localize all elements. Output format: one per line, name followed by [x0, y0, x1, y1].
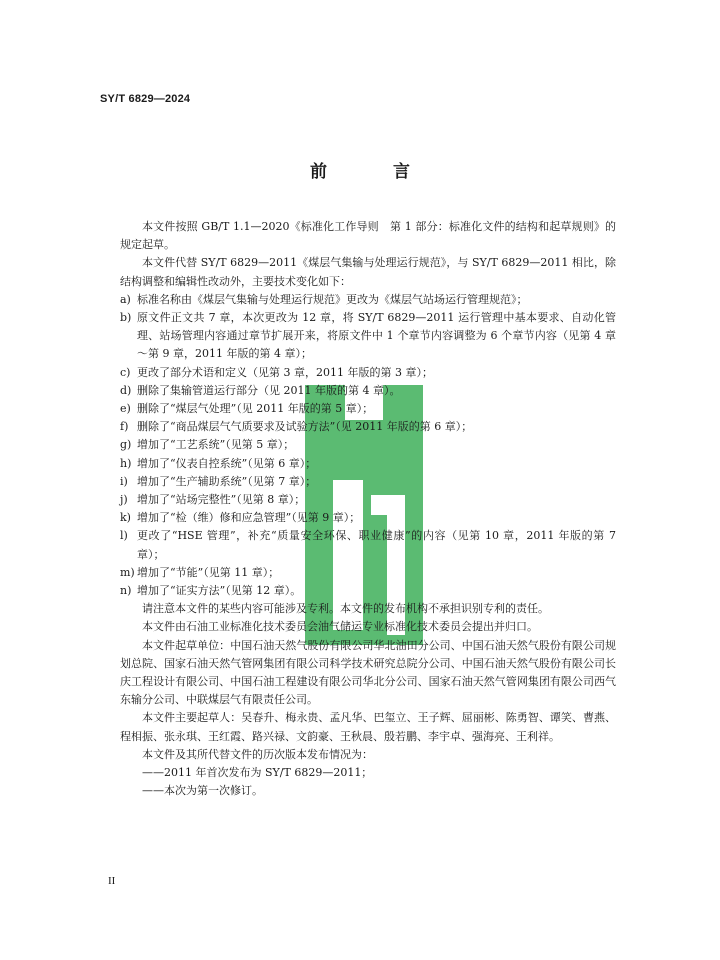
list-item [120, 436, 616, 454]
list-item-text: 增加了“检（维）修和应急管理”（见第 9 章）； [137, 511, 361, 525]
page-title: 前 言 [310, 162, 440, 182]
list-item [120, 382, 616, 400]
list-item-text: 增加了“节能”（见第 11 章）； [137, 565, 280, 579]
list-item-text: 增加了“证实方法”（见第 12 章）。 [137, 584, 302, 598]
paragraph: ——2011 年首次发布为 SY/T 6829—2011； [142, 766, 373, 780]
list-item-text: 删除了集输管道运行部分（见 2011 年版的第 4 章）。 [137, 383, 401, 397]
list-item-text: 增加了“站场完整性”（见第 8 章）； [137, 493, 306, 507]
list-item-label: b) [120, 311, 132, 325]
foreword-body [120, 218, 616, 801]
list-item-label: d) [120, 383, 132, 397]
list-item [120, 473, 616, 491]
list-item-text: 原文件正文共 7 章，本次更改为 12 章，将 SY/T 6829—2011 运行管理中基本要求、自动化管理、站场管理内容通过章节扩展开来，将原文件中 1 个章节内容调整为 6 个章节内容（见第 4 章～第 9 章，2011 年版的第 4 章）； [137, 311, 616, 361]
paragraph: 本文件由石油工业标准化技术委员会油气储运专业标准化技术委员会提出并归口。 [142, 620, 538, 634]
list-item-label: i) [120, 474, 128, 488]
list-item-label: h) [120, 456, 132, 470]
paragraph: 请注意本文件的某些内容可能涉及专利。本文件的发布机构不承担识别专利的责任。 [142, 602, 549, 616]
list-item [120, 364, 616, 382]
page-number: II [108, 875, 116, 887]
list-item-text: 删除了“商品煤层气气质要求及试验方法”（见 2011 年版的第 6 章）； [137, 420, 473, 434]
list-item [120, 291, 616, 309]
list-item-label: l) [120, 529, 128, 543]
list-item [120, 418, 616, 436]
list-item-text: 标准名称由《煤层气集输与处理运行规范》更改为《煤层气站场运行管理规范》； [137, 292, 528, 306]
list-item-label: n) [120, 584, 132, 598]
list-item [120, 509, 616, 527]
list-item-label: k) [120, 511, 131, 525]
paragraph: ——本次为第一次修订。 [142, 784, 263, 798]
list-item-label: g) [120, 438, 132, 452]
list-item-text: 更改了部分术语和定义（见第 3 章，2011 年版的第 3 章）； [137, 365, 433, 379]
list-item-text: 删除了“煤层气处理”（见 2011 年版的第 5 章）； [137, 402, 374, 416]
list-item-label: j) [120, 493, 128, 507]
paragraph: 本文件按照 GB/T 1.1—2020《标准化工作导则 第 1 部分：标准化文件的结构和起草规则》的规定起草。 [120, 220, 616, 252]
list-item-label: e) [120, 402, 131, 416]
paragraph: 本文件及其所代替文件的历次版本发布情况为： [142, 747, 373, 761]
list-item-label: m) [120, 565, 135, 579]
change-list [120, 291, 616, 600]
list-item [120, 564, 616, 582]
list-item-text: 增加了“生产辅助系统”（见第 7 章）； [137, 474, 317, 488]
list-item-label: c) [120, 365, 131, 379]
list-item [120, 527, 616, 563]
list-item-label: a) [120, 292, 131, 306]
list-item [120, 400, 616, 418]
list-item [120, 582, 616, 600]
paragraph: 本文件起草单位：中国石油天然气股份有限公司华北油田分公司、中国石油天然气股份有限公司规划总院、国家石油天然气管网集团有限公司科学技术研究总院分公司、中国石油天然气股份有限公司长庆工程设计有限公司、中国石油工程建设有限公司华北分公司、国家石油天然气管网集团有限公司西气东输分公司、中联煤层气有限责任公司。 [120, 638, 616, 707]
standard-code: SY/T 6829—2024 [100, 93, 191, 105]
paragraph: 本文件代替 SY/T 6829—2011《煤层气集输与处理运行规范》，与 SY/T 6829—2011 相比，除结构调整和编辑性改动外，主要技术变化如下： [120, 256, 616, 288]
paragraph: 本文件主要起草人：吴春升、梅永贵、孟凡华、巴玺立、王子辉、屈丽彬、陈勇智、谭笑、曹燕、程相振、张永琪、王红霞、路兴禄、文韵豪、王秋晨、殷若鹏、李宇卓、强海亮、王利祥。 [120, 711, 616, 743]
list-item-label: f) [120, 420, 129, 434]
list-item-text: 增加了“仪表自控系统”（见第 6 章）； [137, 456, 317, 470]
list-item [120, 455, 616, 473]
list-item-text: 更改了“HSE 管理”，补充“质量安全环保、职业健康”的内容（见第 10 章，2011 年版的第 7 章）； [137, 529, 616, 561]
list-item-text: 增加了“工艺系统”（见第 5 章）； [137, 438, 295, 452]
list-item [120, 309, 616, 364]
list-item [120, 491, 616, 509]
